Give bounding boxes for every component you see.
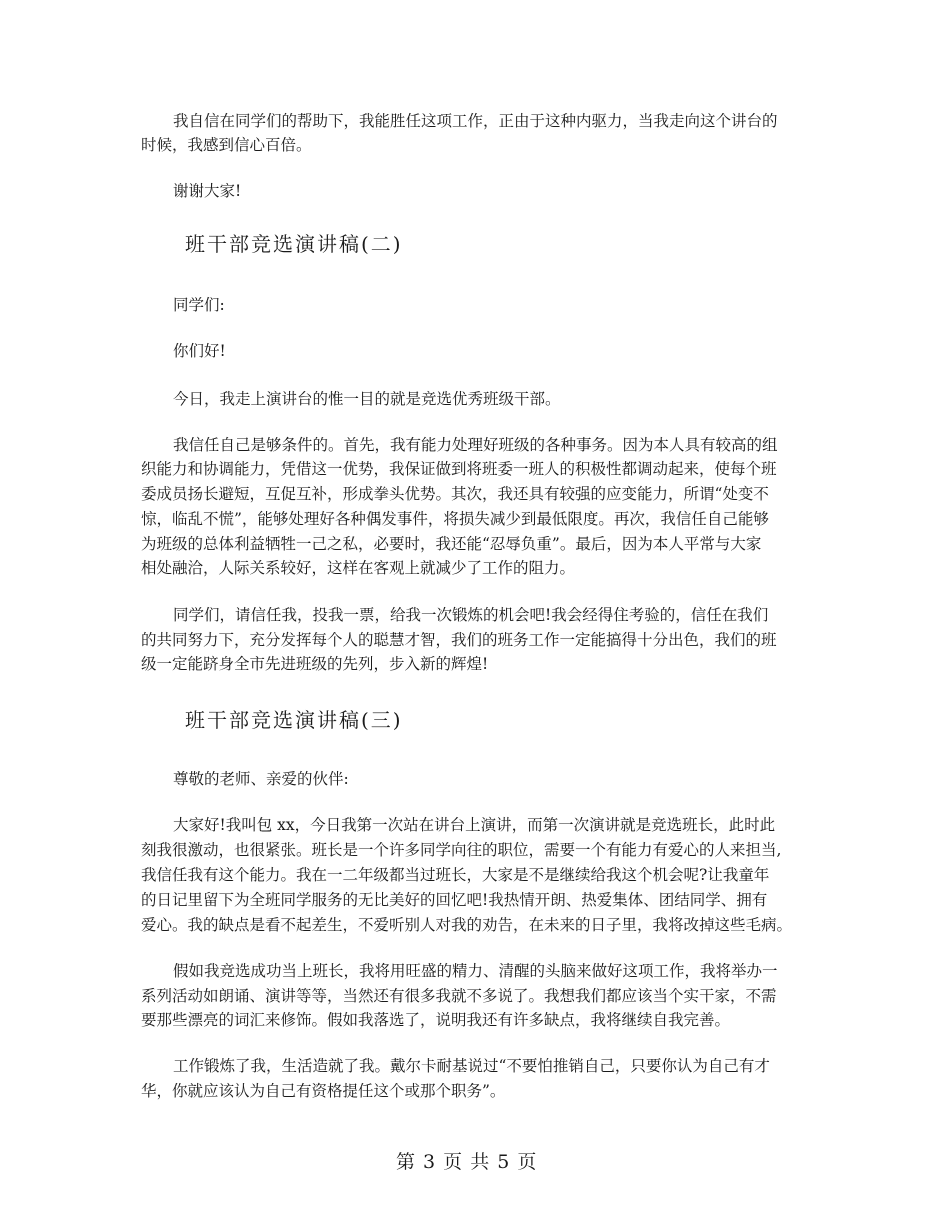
intro-thanks: 谢谢大家!: [173, 182, 242, 200]
section-3-p1-line-2: 刻我很激动，也很紧张。班长是一个许多同学向往的职位，需要一个有能力有爱心的人来担当,: [141, 841, 782, 859]
intro-line-1: 我自信在同学们的帮助下，我能胜任这项工作，正由于这种内驱力，当我走向这个讲台的: [173, 112, 778, 130]
section-2-p2-line-3: 委成员扬长避短，互促互补，形成拳头优势。其次，我还具有较强的应变能力，所谓“处变不: [141, 485, 769, 503]
section-2-heading: 班干部竞选演讲稿(二): [185, 232, 403, 256]
section-2-p2-line-4: 惊，临乱不慌”，能够处理好各种偶发事件，将损失减少到最低限度。再次，我信任自己能够: [141, 510, 769, 528]
section-3-p1-line-5: 爱心。我的缺点是看不起差生，不爱听别人对我的劝告，在未来的日子里，我将改掉这些毛病。: [141, 916, 793, 934]
section-3-p2-line-2: 系列活动如朗诵、演讲等等，当然还有很多我就不多说了。我想我们都应该当个实干家，不需: [141, 987, 777, 1005]
section-3-p1-line-1: 大家好!我叫包 xx，今日我第一次站在讲台上演讲，而第一次演讲就是竞选班长，此时此: [173, 816, 776, 834]
section-3-heading: 班干部竞选演讲稿(三): [185, 708, 403, 732]
section-3-p3-line-2: 华，你就应该认为自己有资格提任这个或那个职务”。: [141, 1082, 506, 1100]
section-2-p3-line-1: 同学们，请信任我，投我一票，给我一次锻炼的机会吧!我会经得住考验的，信任在我们: [173, 606, 769, 624]
section-3-p3-line-1: 工作锻炼了我，生活造就了我。戴尔卡耐基说过“不要怕推销自己，只要你认为自己有才: [173, 1057, 770, 1075]
section-2-salutation: 同学们:: [173, 296, 225, 314]
intro-line-2: 时候，我感到信心百倍。: [141, 136, 312, 154]
section-3-p2-line-1: 假如我竞选成功当上班长，我将用旺盛的精力、清醒的头脑来做好这项工作，我将举办一: [173, 962, 778, 980]
section-2-p2-line-2: 织能力和协调能力，凭借这一优势，我保证做到将班委一班人的积极性都调动起来，使每个班: [141, 460, 777, 478]
section-2-p2-line-1: 我信任自己是够条件的。首先，我有能力处理好班级的各种事务。因为本人具有较高的组: [173, 436, 778, 454]
section-2-greeting: 你们好!: [173, 342, 226, 360]
section-3-p1-line-4: 的日记里留下为全班同学服务的无比美好的回忆吧!我热情开朗、热爱集体、团结同学、拥有: [141, 891, 768, 909]
section-2-p2-line-6: 相处融洽，人际关系较好，这样在客观上就减少了工作的阻力。: [141, 559, 576, 577]
section-2-p3-line-3: 级一定能跻身全市先进班级的先列，步入新的辉煌!: [141, 655, 489, 673]
section-3-salutation: 尊敬的老师、亲爱的伙伴:: [173, 770, 349, 788]
section-3-p2-line-3: 要那些漂亮的词汇来修饰。假如我落选了，说明我还有许多缺点，我将继续自我完善。: [141, 1011, 731, 1029]
section-2-p2-line-5: 为班级的总体利益牺牲一己之私，必要时，我还能“忍辱负重”。最后，因为本人平常与大家: [141, 535, 762, 553]
section-2-p3-line-2: 的共同努力下，充分发挥每个人的聪慧才智，我们的班务工作一定能搞得十分出色，我们的班: [141, 631, 777, 649]
section-3-p1-line-3: 我信任我有这个能力。我在一二年级都当过班长，大家是不是继续给我这个机会呢?让我童年: [141, 866, 770, 884]
section-2-paragraph-1: 今日，我走上演讲台的惟一目的就是竞选优秀班级干部。: [173, 390, 561, 408]
page-footer: 第 3 页 共 5 页: [396, 1151, 538, 1173]
